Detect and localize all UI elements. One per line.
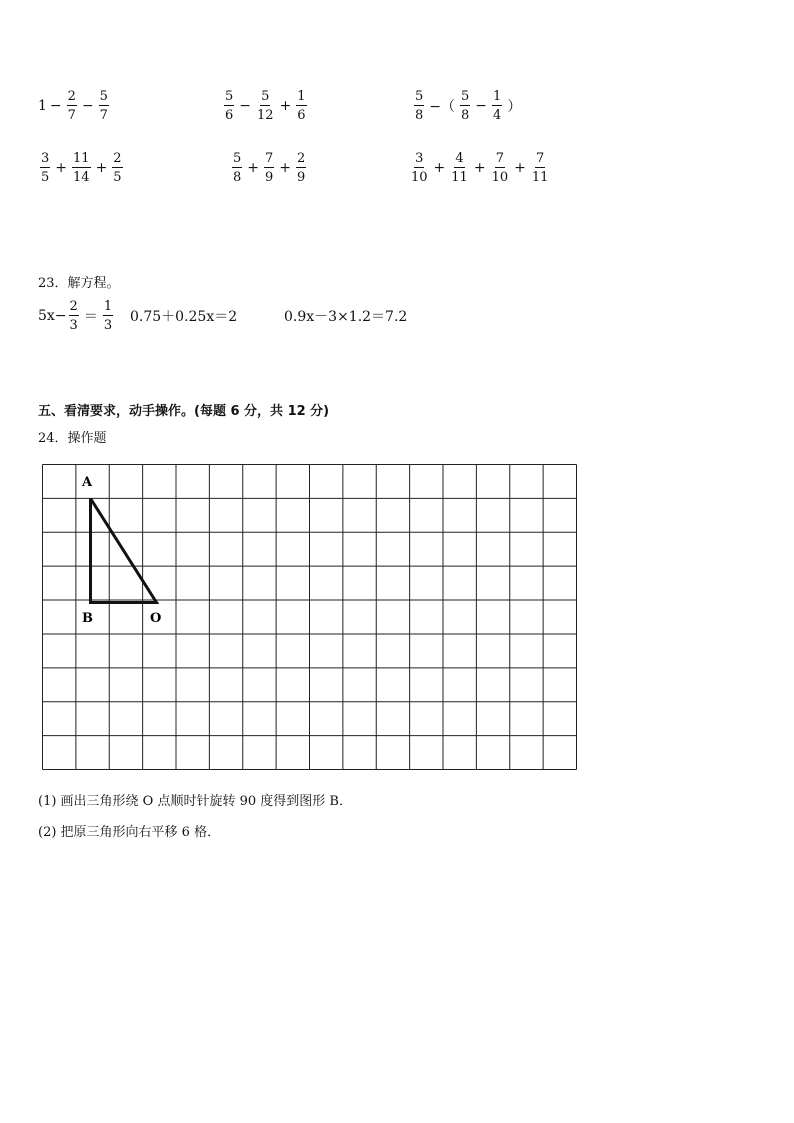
fraction: $\frac{11}{14}$ (73, 151, 90, 185)
fraction: $\frac{2}{7}$ (67, 89, 76, 123)
fraction: $\frac{7}{10}$ (491, 151, 509, 185)
fraction: $\frac{3}{5}$ (41, 151, 50, 185)
fraction: $\frac{1}{6}$ (297, 89, 306, 123)
operator: − (49, 98, 62, 114)
question-24-label: 24．操作题 (38, 431, 107, 446)
fraction: $\frac{4}{11}$ (451, 151, 468, 185)
point-a-label: A (82, 475, 93, 490)
fraction: $\frac{5}{8}$ (415, 89, 424, 123)
point-b-label: B (82, 611, 93, 626)
fraction: $\frac{7}{11}$ (531, 151, 549, 185)
operator: −（ (429, 99, 456, 115)
equation-1 (38, 296, 115, 336)
fraction: $\frac{1}{4}$ (493, 89, 502, 123)
operator: + (279, 98, 292, 114)
operator: − (239, 98, 252, 114)
fraction: $\frac{3}{10}$ (411, 151, 428, 185)
fraction: $\frac{2}{3}$ (69, 299, 78, 333)
equation-lead: 5x− (38, 308, 67, 324)
task-1: (1) 画出三角形绕 O 点顺时针旋转 90 度得到图形 B． (38, 794, 352, 809)
operator: + (279, 160, 292, 176)
equals-sign: ＝ (83, 309, 98, 325)
equation-3: 0.9x－3×1.2＝7.2 (284, 309, 408, 325)
task-2: (2) 把原三角形向右平移 6 格． (38, 825, 221, 840)
fraction: $\frac{7}{9}$ (265, 151, 274, 185)
fraction: $\frac{5}{6}$ (225, 89, 234, 123)
operator: + (55, 160, 68, 176)
operator: + (514, 160, 526, 176)
operator: + (433, 160, 446, 176)
fraction: $\frac{5}{12}$ (257, 89, 274, 123)
calc-expr-2-3 (408, 148, 551, 188)
grid-lines (43, 465, 577, 770)
fraction: $\frac{1}{3}$ (103, 299, 113, 333)
lead-number: 1 (38, 98, 47, 114)
operator: + (247, 160, 260, 176)
operator: − (475, 98, 488, 114)
section-5-title: 五、看清要求，动手操作。(每题 6 分，共 12 分) (38, 404, 330, 419)
calc-expr-2-2 (230, 148, 308, 188)
equation-2: 0.75＋0.25x＝2 (130, 309, 238, 325)
triangle (91, 499, 157, 603)
calc-expr-2-1 (38, 148, 125, 188)
calc-expr-1-1 (38, 86, 111, 126)
question-23-label: 23．解方程。 (38, 276, 120, 291)
fraction: $\frac{5}{7}$ (99, 89, 108, 123)
fraction: $\frac{5}{8}$ (233, 151, 242, 185)
grid-with-triangle (42, 464, 578, 771)
calc-expr-1-3 (412, 86, 524, 126)
fraction: $\frac{2}{5}$ (113, 151, 122, 185)
fraction: $\frac{5}{8}$ (461, 89, 470, 123)
operator: − (81, 98, 94, 114)
fraction: $\frac{2}{9}$ (297, 151, 306, 185)
operator: + (473, 160, 486, 176)
calc-expr-1-2 (222, 86, 309, 126)
operator: ） (507, 99, 522, 115)
operator: + (95, 160, 108, 176)
point-o-label: O (150, 611, 162, 626)
